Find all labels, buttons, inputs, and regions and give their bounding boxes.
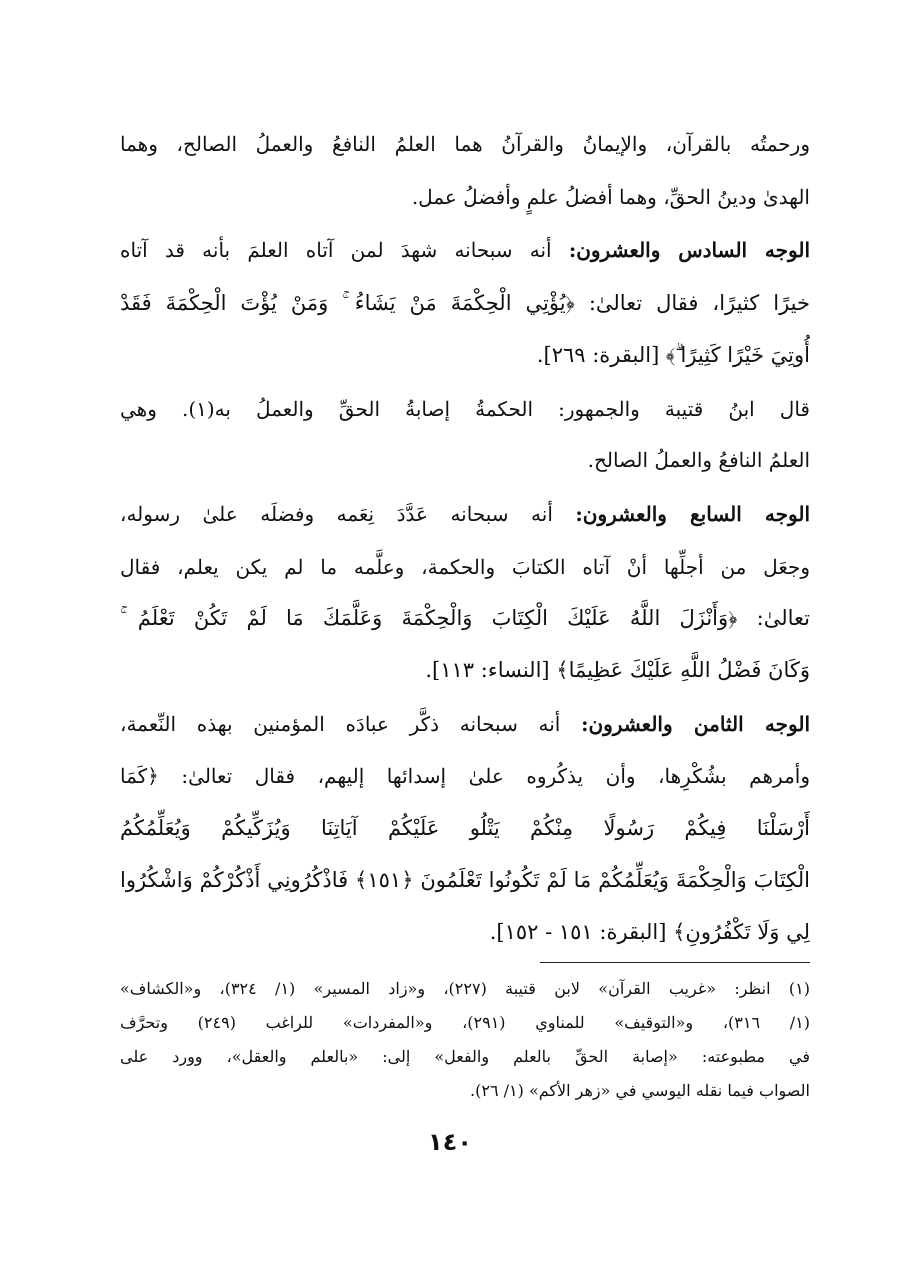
footnote-separator <box>540 962 810 963</box>
quran-line: خيرًا كثيرًا، فقال تعالىٰ: ﴿يُؤْتِي الْحِكْمَةَ مَنْ يَشَاءُ ۚ وَمَنْ يُؤْتَ الْحِكْمَةَ فَقَدْ <box>120 291 810 315</box>
quran-line: الْكِتَابَ وَالْحِكْمَةَ وَيُعَلِّمُكُمْ مَا لَمْ تَكُونُوا تَعْلَمُونَ ﴿١٥١﴾ فَاذْكُرُونِي أَذْكُرْكُمْ وَاشْكُرُوا <box>120 868 810 892</box>
footnote-line: في مطبوعته: «إصابة الحقِّ بالعلم والفعل» إلى: «بالعلم والعقل»، وورد على <box>120 1047 810 1066</box>
section-27-line <box>120 492 810 536</box>
section-26-line <box>120 228 810 272</box>
quran-line: تعالىٰ: ﴿وَأَنْزَلَ اللَّهُ عَلَيْكَ الْكِتَابَ وَالْحِكْمَةَ وَعَلَّمَكَ مَا لَمْ تَكُنْ تَعْلَمُ ۚ <box>120 606 810 630</box>
footnote-line: (١) انظر: «غريب القرآن» لابن قتيبة (٢٢٧)، و«زاد المسير» (١/ ٣٢٤)، و«الكشاف» <box>120 979 810 998</box>
footnote-line: الصواب فيما نقله اليوسي في «زهر الأكم» (١/ ٢٦). <box>470 1081 810 1100</box>
text-line: قال ابنُ قتيبة والجمهور: الحكمةُ إصابةُ الحقِّ والعملُ به(١). وهي <box>120 397 810 421</box>
text-line: الهدىٰ ودينُ الحقِّ، وهما أفضلُ علمٍ وأفضلُ عمل. <box>411 185 810 209</box>
text-line: ورحمتُه بالقرآن، والإيمانُ والقرآنُ هما العلمُ النافعُ والعملُ الصالح، وهما <box>120 132 810 156</box>
page-number: ١٤٠ <box>428 1128 472 1156</box>
footnote-line: (١/ ٣١٦)، و«التوقيف» للمناوي (٢٩١)، و«المفردات» للراغب (٢٤٩) وتحرَّف <box>120 1013 810 1032</box>
quran-line: أُوتِيَ خَيْرًا كَثِيرًا ۗ﴾ [البقرة: ٢٦٩]. <box>536 343 810 367</box>
text-line-27: الوجه السابع والعشرون: أنه سبحانه عَدَّدَ نِعَمه وفضلَه علىٰ رسوله، <box>120 502 810 526</box>
quran-line: وَكَانَ فَضْلُ اللَّهِ عَلَيْكَ عَظِيمًا﴾ [النساء: ١١٣]. <box>425 658 810 682</box>
text-line-28: الوجه الثامن والعشرون: أنه سبحانه ذكَّر عبادَه المؤمنين بهذه النِّعمة، <box>120 712 810 736</box>
text-line: العلمُ النافعُ والعملُ الصالح. <box>587 448 810 472</box>
text-line: وأمرهم بشُكْرِها، وأن يذكُروه علىٰ إسدائها إليهم، فقال تعالىٰ: ﴿كَمَا <box>120 764 810 788</box>
quran-line: أَرْسَلْنَا فِيكُمْ رَسُولًا مِنْكُمْ يَتْلُو عَلَيْكُمْ آيَاتِنَا وَيُزَكِّيكُمْ وَيُعَلِّمُكُمُ <box>120 816 810 840</box>
section-heading: الوجه السادس والعشرون: <box>568 238 810 262</box>
section-heading: الوجه السابع والعشرون: <box>575 502 810 526</box>
text-line-26: الوجه السادس والعشرون: أنه سبحانه شهدَ لمن آتاه العلمَ بأنه قد آتاه <box>120 238 810 262</box>
section-28-line <box>120 702 810 746</box>
section-heading: الوجه الثامن والعشرون: <box>581 712 810 736</box>
quran-line: لِي وَلَا تَكْفُرُونِ﴾ [البقرة: ١٥١ - ١٥٢]. <box>489 920 810 944</box>
text-line: وجعَل من أجلِّها أنْ آتاه الكتابَ والحكمة، وعلَّمه ما لم يكن يعلم، فقال <box>120 555 810 579</box>
